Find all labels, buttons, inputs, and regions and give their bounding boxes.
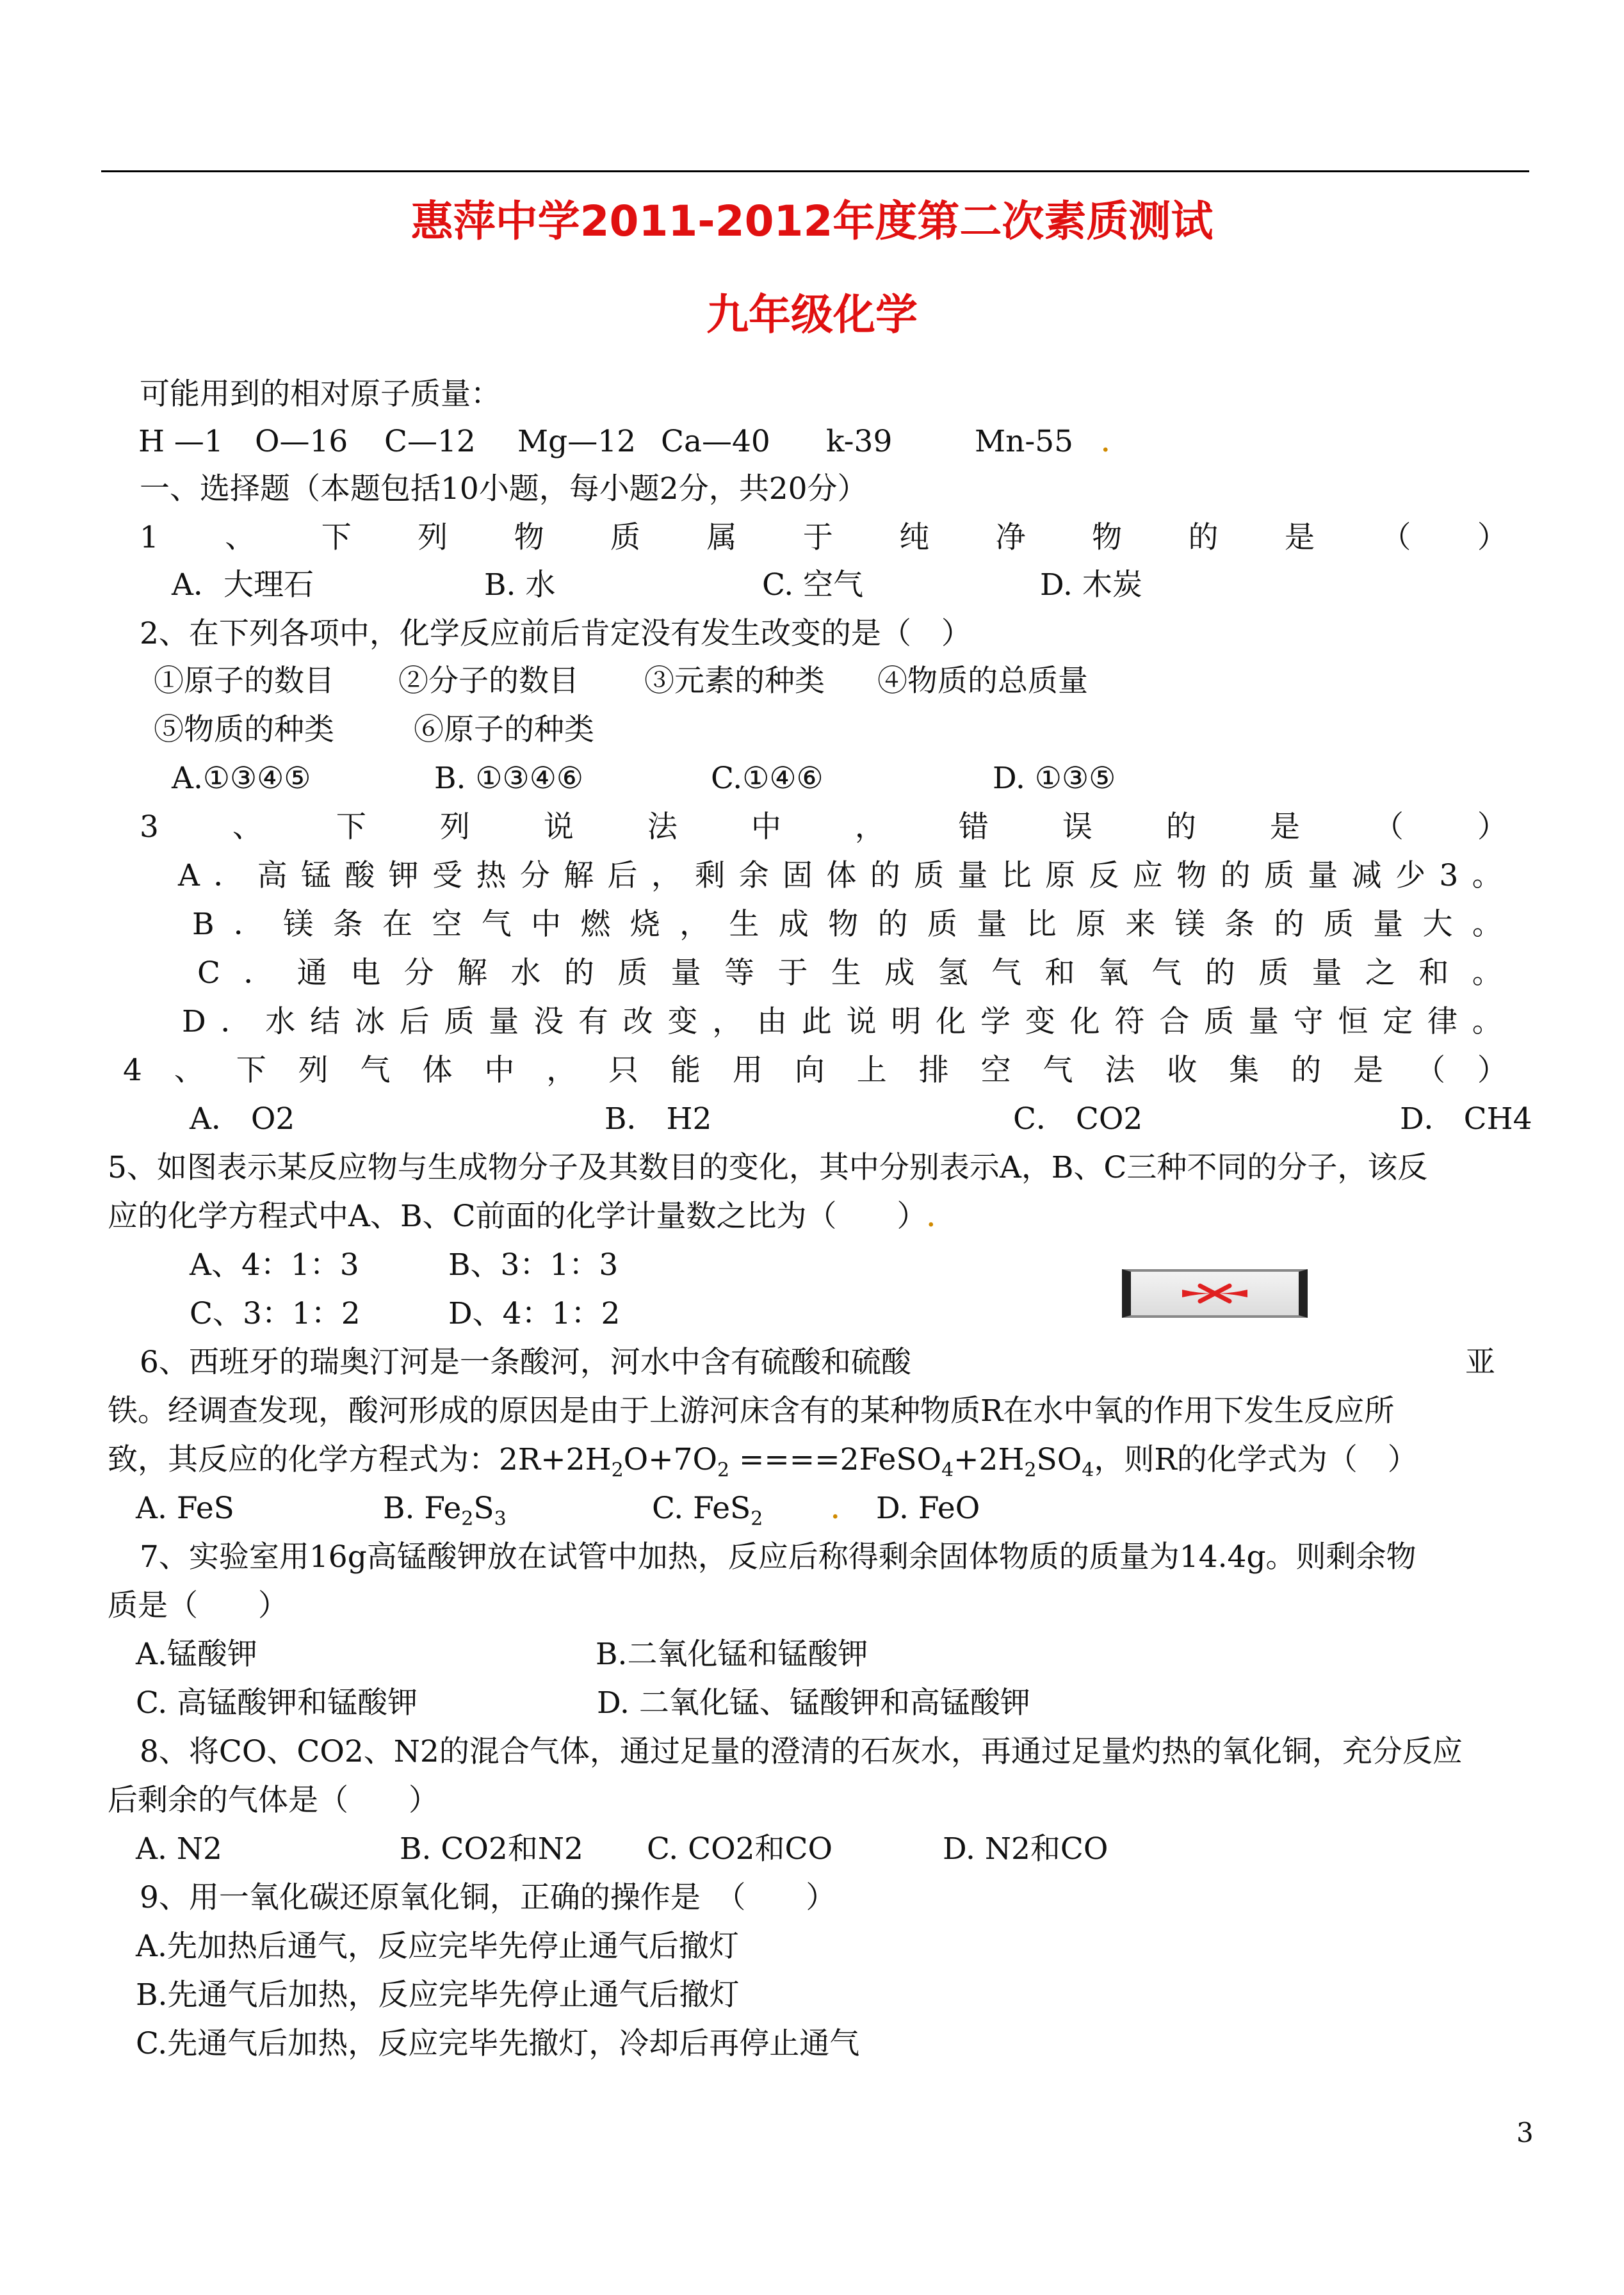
question-2-option-a: A.①③④⑤ [172, 761, 311, 796]
question-7-option-b: B.二氧化锰和锰酸钾 [596, 1637, 868, 1672]
question-1-option-a: A．大理石 [172, 567, 314, 603]
chemical-equation: $2R+2H_2O+7O_2$ $====2FeSO_4+2H_2SO_4$ [499, 1442, 1094, 1482]
question-7-option-d: D. 二氧化锰、锰酸钾和高锰酸钾 [597, 1685, 1030, 1721]
question-2-item-1: ①原子的数目 [154, 663, 334, 699]
question-8-option-c: C. CO2和CO [647, 1831, 833, 1867]
question-7-option-c: C. 高锰酸钾和锰酸钾 [136, 1685, 418, 1721]
question-7-option-a: A.锰酸钾 [136, 1637, 257, 1672]
question-6-option-b: B. $Fe_2S_3$ [383, 1491, 507, 1530]
question-2-item-3: ③元素的种类 [644, 663, 825, 699]
question-9-option-c: C.先通气后加热，反应完毕先撤灯，冷却后再停止通气 [136, 2026, 860, 2061]
question-2-option-d: D. ①③⑤ [993, 761, 1116, 796]
question-7-line-1: 7、实验室用16g高锰酸钾放在试管中加热，反应后称得剩余固体物质的质量为14.4g。则剩余物 [140, 1539, 1417, 1575]
question-2-item-2: ②分子的数目 [398, 663, 579, 699]
question-6-line-3: 致，其反应的化学方程式为：$2R+2H_2O+7O_2$ $====2FeSO_4+2H_2SO_4$，则R的化学式为（ ） [108, 1442, 1418, 1482]
question-2-option-b: B. ①③④⑥ [434, 761, 583, 796]
question-2-option-c: C.①④⑥ [711, 761, 824, 796]
question-6-annotation-mark: . [831, 1497, 840, 1524]
atomic-mass-h: H —1 [138, 424, 223, 459]
question-6-option-c: C. FeS$_2$ [652, 1491, 763, 1530]
atomic-mass-ca: Ca—40 [661, 424, 770, 459]
page-number: 3 [1516, 2117, 1534, 2148]
question-2-stem: 2、在下列各项中，化学反应前后肯定没有发生改变的是（ ） [140, 616, 971, 651]
question-6-line-1: 6、西班牙的瑞奥汀河是一条酸河，河水中含有硫酸和硫酸 [140, 1345, 911, 1380]
atomic-mass-intro: 可能用到的相对原子质量： [140, 377, 501, 412]
question-6-line-1-end: 亚 [1465, 1345, 1495, 1380]
atomic-mass-k: k-39 [826, 424, 893, 459]
annotation-mark: . [1101, 430, 1110, 457]
question-8-option-b: B. CO2和N2 [400, 1831, 583, 1867]
broken-image-placeholder [1122, 1269, 1308, 1318]
question-5-option-c: C、3：1：2 [190, 1296, 361, 1331]
question-4-stem: 4 、 下 列 气 体 中 ， 只 能 用 向 上 排 空 气 法 收 集 的 是 （ ） [123, 1053, 1507, 1088]
question-1-option-b: B. 水 [484, 567, 556, 603]
exam-subtitle: 九年级化学 [706, 290, 918, 339]
exam-title: 惠萍中学2011-2012年度第二次素质测试 [410, 197, 1214, 246]
question-6-option-d: D. FeO [876, 1491, 980, 1526]
question-8-option-a: A. N2 [136, 1831, 222, 1867]
question-3-option-a: A ． 高 锰 酸 钾 受 热 分 解 后 ， 剩 余 固 体 的 质 量 比 原 反 应 物 的 质 量 减 少 3 。 [178, 858, 1502, 893]
question-5-option-a: A、4：1：3 [190, 1247, 359, 1283]
question-1-option-d: D. 木炭 [1040, 567, 1142, 603]
atomic-mass-o: O—16 [255, 424, 348, 459]
broken-image-x-icon [1131, 1272, 1299, 1315]
question-9-option-b: B.先通气后加热，反应完毕先停止通气后撤灯 [136, 1977, 740, 2013]
question-2-item-4: ④物质的总质量 [877, 663, 1088, 699]
question-1-stem: 1 、 下 列 物 质 属 于 纯 净 物 的 是 （ ） [140, 520, 1507, 555]
question-3-option-c: C ． 通 电 分 解 水 的 质 量 等 于 生 成 氢 气 和 氧 气 的 质 量 之 和 。 [197, 955, 1502, 991]
question-2-item-5: ⑤物质的种类 [154, 712, 334, 747]
question-5-option-b: B、3：1：3 [448, 1247, 619, 1283]
atomic-mass-mg: Mg—12 [517, 424, 637, 459]
question-1-option-c: C. 空气 [762, 567, 864, 603]
section-heading: 一、选择题（本题包括10小题，每小题2分，共20分） [140, 471, 868, 507]
question-4-option-c: C． CO2 [1013, 1101, 1143, 1137]
question-4-option-a: A． O2 [190, 1101, 295, 1137]
question-3-option-b: B ． 镁 条 在 空 气 中 燃 烧 ， 生 成 物 的 质 量 比 原 来 镁 条 的 质 量 大 。 [192, 907, 1502, 942]
question-2-item-6: ⑥原子的种类 [414, 712, 594, 747]
question-6-option-a: A. FeS [136, 1491, 234, 1526]
question-3-option-d: D ． 水 结 冰 后 质 量 没 有 改 变 ， 由 此 说 明 化 学 变 化 符 合 质 量 守 恒 定 律 。 [182, 1004, 1502, 1039]
top-rule [101, 170, 1529, 172]
question-3-stem: 3 、 下 列 说 法 中 ， 错 误 的 是 （ ） [140, 809, 1507, 845]
question-5-line-1: 5、如图表示某反应物与生成物分子及其数目的变化，其中分别表示A，B、C三种不同的分子，该反 [108, 1150, 1428, 1185]
atomic-mass-mn: Mn-55 [975, 424, 1074, 459]
question-9-option-a: A.先加热后通气，反应完毕先停止通气后撤灯 [136, 1929, 739, 1964]
question-7-line-2: 质是（ ） [108, 1588, 288, 1623]
question-9-stem: 9、用一氧化碳还原氧化铜，正确的操作是 （ ） [140, 1880, 836, 1915]
question-6-line-2: 铁。经调查发现，酸河形成的原因是由于上游河床含有的某种物质R在水中氧的作用下发生反应所 [108, 1393, 1395, 1429]
atomic-mass-c: C—12 [384, 424, 476, 459]
question-4-option-d: D． CH4 [1400, 1101, 1532, 1137]
question-8-line-2: 后剩余的气体是（ ） [108, 1783, 439, 1818]
question-5-option-d: D、4：1：2 [448, 1296, 621, 1331]
question-5-line-2: 应的化学方程式中A、B、C前面的化学计量数之比为（ ）. [108, 1199, 935, 1234]
question-4-option-b: B． H2 [605, 1101, 712, 1137]
question-8-option-d: D. N2和CO [943, 1831, 1108, 1867]
question-8-line-1: 8、将CO、CO2、N2的混合气体，通过足量的澄清的石灰水，再通过足量灼热的氧化铜，充分反应 [140, 1734, 1463, 1769]
